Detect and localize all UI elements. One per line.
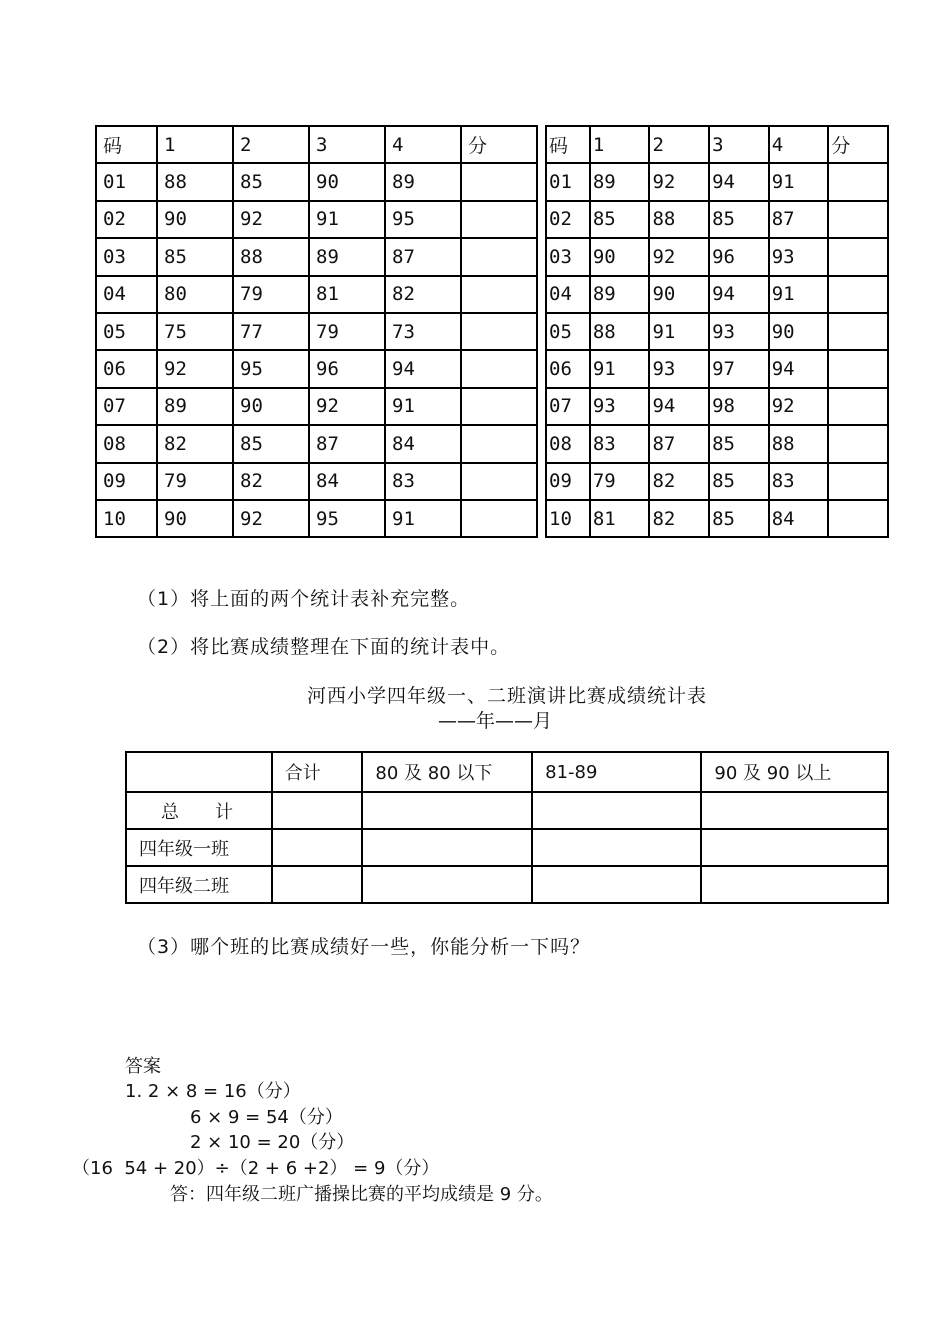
score-cell	[461, 238, 537, 275]
score-cell	[828, 500, 888, 537]
score-cell	[828, 350, 888, 387]
score-cell: 89	[590, 276, 650, 313]
answer-line-2: 6 × 9 = 54（分）	[190, 1107, 343, 1128]
score-cell: 93	[709, 313, 769, 350]
id-cell: 03	[96, 238, 157, 275]
score-cell: 79	[233, 276, 309, 313]
header-cell: 2	[649, 126, 709, 163]
id-cell: 04	[96, 276, 157, 313]
summary-table-date: ——年——月	[437, 710, 552, 732]
score-cell: 85	[709, 463, 769, 500]
score-cell	[828, 425, 888, 462]
table-row	[546, 463, 888, 500]
score-cell: 91	[649, 313, 709, 350]
score-cell: 90	[233, 388, 309, 425]
score-cell: 88	[233, 238, 309, 275]
score-cell	[461, 276, 537, 313]
score-cell: 87	[649, 425, 709, 462]
score-cell: 83	[769, 463, 829, 500]
score-cell: 90	[157, 500, 233, 537]
header-cell: 1	[157, 126, 233, 163]
table-row	[96, 500, 537, 537]
header-cell: 4	[769, 126, 829, 163]
row-label: 四年级一班	[126, 829, 272, 866]
score-cell: 77	[233, 313, 309, 350]
score-cell: 79	[157, 463, 233, 500]
score-cell: 89	[385, 163, 461, 200]
score-cell: 88	[769, 425, 829, 462]
score-cell	[461, 425, 537, 462]
score-cell: 89	[309, 238, 385, 275]
id-cell: 06	[96, 350, 157, 387]
summary-header-cell: 合计	[272, 752, 363, 792]
score-cell: 85	[709, 201, 769, 238]
score-cell: 92	[309, 388, 385, 425]
score-cell: 85	[709, 500, 769, 537]
answer-line-1: 1. 2 × 8 = 16（分）	[125, 1081, 301, 1102]
score-cell: 79	[309, 313, 385, 350]
score-cell: 96	[309, 350, 385, 387]
table-row	[546, 276, 888, 313]
score-cell: 82	[385, 276, 461, 313]
score-cell: 91	[769, 163, 829, 200]
score-cell: 88	[157, 163, 233, 200]
score-cell: 98	[709, 388, 769, 425]
table-row	[546, 500, 888, 537]
score-cell: 82	[157, 425, 233, 462]
score-cell: 88	[649, 201, 709, 238]
blank-cell	[532, 792, 701, 829]
score-cell: 73	[385, 313, 461, 350]
table-row	[546, 313, 888, 350]
score-cell: 84	[769, 500, 829, 537]
summary-header-cell: 90 及 90 以上	[701, 752, 888, 792]
score-cell: 93	[649, 350, 709, 387]
score-cell: 80	[157, 276, 233, 313]
score-cell	[828, 276, 888, 313]
score-cell: 94	[709, 163, 769, 200]
table-row	[546, 350, 888, 387]
answer-line-3: 2 × 10 = 20（分）	[190, 1132, 355, 1153]
score-cell: 94	[385, 350, 461, 387]
score-cell	[828, 201, 888, 238]
score-cell	[461, 313, 537, 350]
answer-heading: 答案	[125, 1056, 161, 1077]
score-table-right	[545, 125, 889, 538]
score-cell: 90	[309, 163, 385, 200]
table-row	[96, 425, 537, 462]
score-cell: 95	[309, 500, 385, 537]
score-cell: 85	[233, 425, 309, 462]
row-label: 总 计	[126, 792, 272, 829]
id-cell: 02	[546, 201, 590, 238]
summary-table	[125, 751, 889, 904]
blank-cell	[362, 829, 532, 866]
score-cell	[461, 201, 537, 238]
score-cell	[461, 388, 537, 425]
id-cell: 01	[96, 163, 157, 200]
blank-cell	[701, 829, 888, 866]
score-cell: 97	[709, 350, 769, 387]
table-row	[96, 313, 537, 350]
header-row	[96, 126, 537, 163]
score-cell: 82	[233, 463, 309, 500]
header-cell: 码	[546, 126, 590, 163]
score-cell: 81	[309, 276, 385, 313]
score-cell	[828, 313, 888, 350]
score-cell: 89	[157, 388, 233, 425]
table-row	[546, 388, 888, 425]
score-cell: 93	[590, 388, 650, 425]
score-cell: 95	[233, 350, 309, 387]
table-row	[96, 276, 537, 313]
score-cell	[461, 500, 537, 537]
score-cell	[828, 163, 888, 200]
score-cell	[461, 350, 537, 387]
score-cell: 92	[233, 500, 309, 537]
question-2: （2）将比赛成绩整理在下面的统计表中。	[137, 636, 511, 658]
score-cell	[828, 388, 888, 425]
score-cell: 81	[590, 500, 650, 537]
summary-row-total	[126, 792, 888, 829]
score-cell: 85	[233, 163, 309, 200]
question-1: （1）将上面的两个统计表补充完整。	[137, 588, 471, 610]
id-cell: 05	[546, 313, 590, 350]
row-label: 四年级二班	[126, 866, 272, 903]
score-table-left	[95, 125, 538, 538]
score-cell: 84	[309, 463, 385, 500]
table-row	[546, 163, 888, 200]
score-cell: 75	[157, 313, 233, 350]
score-cell: 92	[649, 163, 709, 200]
header-cell: 3	[309, 126, 385, 163]
score-cell: 91	[385, 500, 461, 537]
score-cell	[828, 463, 888, 500]
score-cell	[828, 238, 888, 275]
score-cell: 87	[385, 238, 461, 275]
id-cell: 02	[96, 201, 157, 238]
id-cell: 08	[546, 425, 590, 462]
blank-cell	[272, 792, 363, 829]
score-cell: 84	[385, 425, 461, 462]
blank-cell	[362, 866, 532, 903]
id-cell: 07	[96, 388, 157, 425]
score-cell: 92	[157, 350, 233, 387]
header-cell: 3	[709, 126, 769, 163]
table-row	[96, 388, 537, 425]
blank-cell	[532, 866, 701, 903]
summary-header-cell: 80 及 80 以下	[362, 752, 532, 792]
summary-header-cell: 81-89	[532, 752, 701, 792]
table-row	[546, 201, 888, 238]
score-cell: 88	[590, 313, 650, 350]
score-cell: 87	[769, 201, 829, 238]
score-cell: 91	[385, 388, 461, 425]
id-cell: 10	[546, 500, 590, 537]
score-cell: 89	[590, 163, 650, 200]
score-cell: 82	[649, 463, 709, 500]
score-cell: 94	[769, 350, 829, 387]
header-cell: 分	[828, 126, 888, 163]
question-3: （3）哪个班的比赛成绩好一些，你能分析一下吗？	[137, 936, 591, 958]
table-row	[546, 238, 888, 275]
score-cell: 91	[309, 201, 385, 238]
table-row	[96, 350, 537, 387]
table-row	[96, 463, 537, 500]
summary-header-cell	[126, 752, 272, 792]
score-cell: 92	[649, 238, 709, 275]
header-cell: 2	[233, 126, 309, 163]
score-cell: 91	[769, 276, 829, 313]
summary-row-class-1	[126, 829, 888, 866]
score-cell: 90	[649, 276, 709, 313]
score-cell: 87	[309, 425, 385, 462]
answer-line-4: （16 54 + 20）÷（2 + 6 +2） = 9（分）	[72, 1158, 440, 1179]
id-cell: 09	[546, 463, 590, 500]
blank-cell	[362, 792, 532, 829]
blank-cell	[532, 829, 701, 866]
id-cell: 07	[546, 388, 590, 425]
table-row	[96, 201, 537, 238]
score-cell: 93	[769, 238, 829, 275]
header-cell: 1	[590, 126, 650, 163]
score-cell: 85	[709, 425, 769, 462]
table-row	[96, 163, 537, 200]
table-row	[546, 425, 888, 462]
id-cell: 01	[546, 163, 590, 200]
score-cell: 85	[590, 201, 650, 238]
summary-row-class-2	[126, 866, 888, 903]
score-cell	[461, 163, 537, 200]
blank-cell	[701, 792, 888, 829]
header-row	[546, 126, 888, 163]
header-cell: 分	[461, 126, 537, 163]
table-row	[96, 238, 537, 275]
summary-header-row	[126, 752, 888, 792]
score-cell: 96	[709, 238, 769, 275]
id-cell: 09	[96, 463, 157, 500]
score-cell: 82	[649, 500, 709, 537]
score-cell: 94	[649, 388, 709, 425]
id-cell: 03	[546, 238, 590, 275]
header-cell: 码	[96, 126, 157, 163]
header-cell: 4	[385, 126, 461, 163]
score-cell: 92	[769, 388, 829, 425]
id-cell: 08	[96, 425, 157, 462]
score-cell	[461, 463, 537, 500]
score-cell: 92	[233, 201, 309, 238]
id-cell: 06	[546, 350, 590, 387]
score-cell: 83	[590, 425, 650, 462]
blank-cell	[272, 866, 363, 903]
score-cell: 85	[157, 238, 233, 275]
score-cell: 83	[385, 463, 461, 500]
score-cell: 90	[769, 313, 829, 350]
id-cell: 04	[546, 276, 590, 313]
summary-table-title: 河西小学四年级一、二班演讲比赛成绩统计表	[306, 685, 707, 707]
score-cell: 94	[709, 276, 769, 313]
score-cell: 90	[590, 238, 650, 275]
score-cell: 91	[590, 350, 650, 387]
answer-line-5: 答：四年级二班广播操比赛的平均成绩是 9 分。	[170, 1184, 553, 1205]
blank-cell	[701, 866, 888, 903]
score-cell: 95	[385, 201, 461, 238]
id-cell: 05	[96, 313, 157, 350]
score-cell: 79	[590, 463, 650, 500]
blank-cell	[272, 829, 363, 866]
score-cell: 90	[157, 201, 233, 238]
id-cell: 10	[96, 500, 157, 537]
